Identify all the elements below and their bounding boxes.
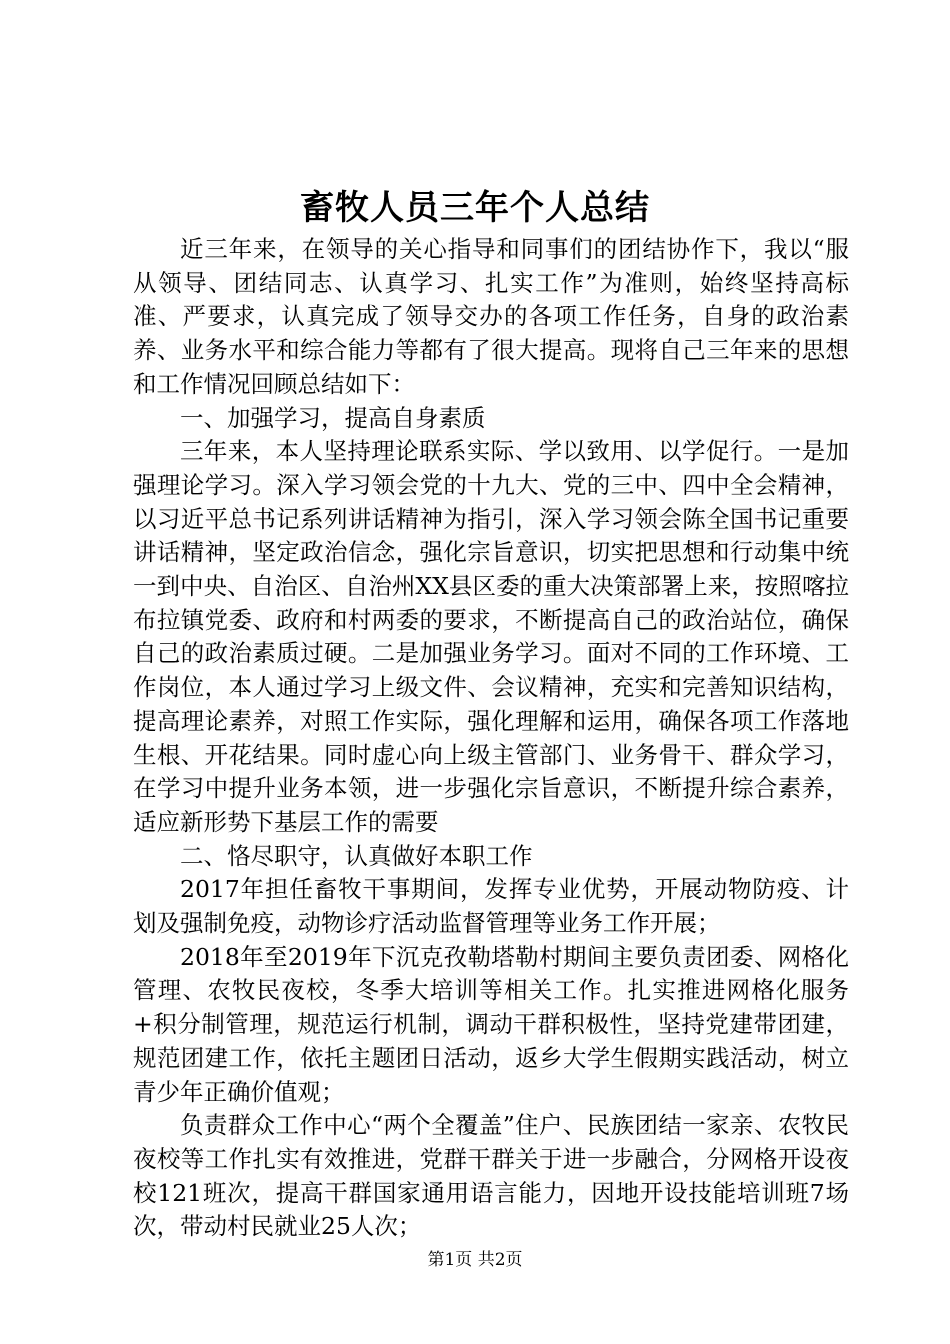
document-title: 畜牧人员三年个人总结: [300, 188, 650, 228]
page-footer: 第1页 共2页: [427, 1250, 523, 1270]
section-heading-2: 二、恪尽职守，认真做好本职工作: [180, 841, 533, 870]
paragraph-mass-work: 负责群众工作中心“两个全覆盖”住户、民族团结一家亲、农牧民夜校等工作扎实有效推进，党群干群关于进一步融合，分网格开设夜校121班次，提高干群国家通用语言能力，因地开设技能培训班7场次，带动村民就业25人次；: [133, 1111, 849, 1241]
paragraph-2018-2019: 2018年至2019年下沉克孜勒塔勒村期间主要负责团委、网格化管理、农牧民夜校，冬季大培训等相关工作。扎实推进网格化服务+积分制管理，规范运行机制，调动干群积极性，坚持党建带团建，规范团建工作，依托主题团日活动，返乡大学生假期实践活动，树立青少年正确价值观；: [133, 942, 849, 1106]
paragraph-intro: 近三年来，在领导的关心指导和同事们的团结协作下，我以“服从领导、团结同志、认真学习、扎实工作”为准则，始终坚持高标准、严要求，认真完成了领导交办的各项工作任务，自身的政治素养、业务水平和综合能力等都有了很大提高。现将自己三年来的思想和工作情况回顾总结如下：: [133, 235, 849, 398]
document-body: [133, 233, 849, 1244]
paragraph-study: 三年来，本人坚持理论联系实际、学以致用、以学促行。一是加强理论学习。深入学习领会党的十九大、党的三中、四中全会精神，以习近平总书记系列讲话精神为指引，深入学习领会陈全国书记重要讲话精神，坚定政治信念，强化宗旨意识，切实把思想和行动集中统一到中央、自治区、自治州XX县区委的重大决策部署上来，按照喀拉布拉镇党委、政府和村两委的要求，不断提高自己的政治站位，确保自己的政治素质过硬。二是加强业务学习。面对不同的工作环境、工作岗位，本人通过学习上级文件、会议精神，充实和完善知识结构，提高理论素养，对照工作实际，强化理解和运用，确保各项工作落地生根、开花结果。同时虚心向上级主管部门、业务骨干、群众学习，在学习中提升业务本领，进一步强化宗旨意识，不断提升综合素养，适应新形势下基层工作的需要: [133, 437, 849, 836]
section-heading-1: 一、加强学习，提高自身素质: [180, 403, 486, 432]
paragraph-2017: 2017年担任畜牧干事期间，发挥专业优势，开展动物防疫、计划及强制免疫，动物诊疗活动监督管理等业务工作开展；: [133, 875, 849, 938]
